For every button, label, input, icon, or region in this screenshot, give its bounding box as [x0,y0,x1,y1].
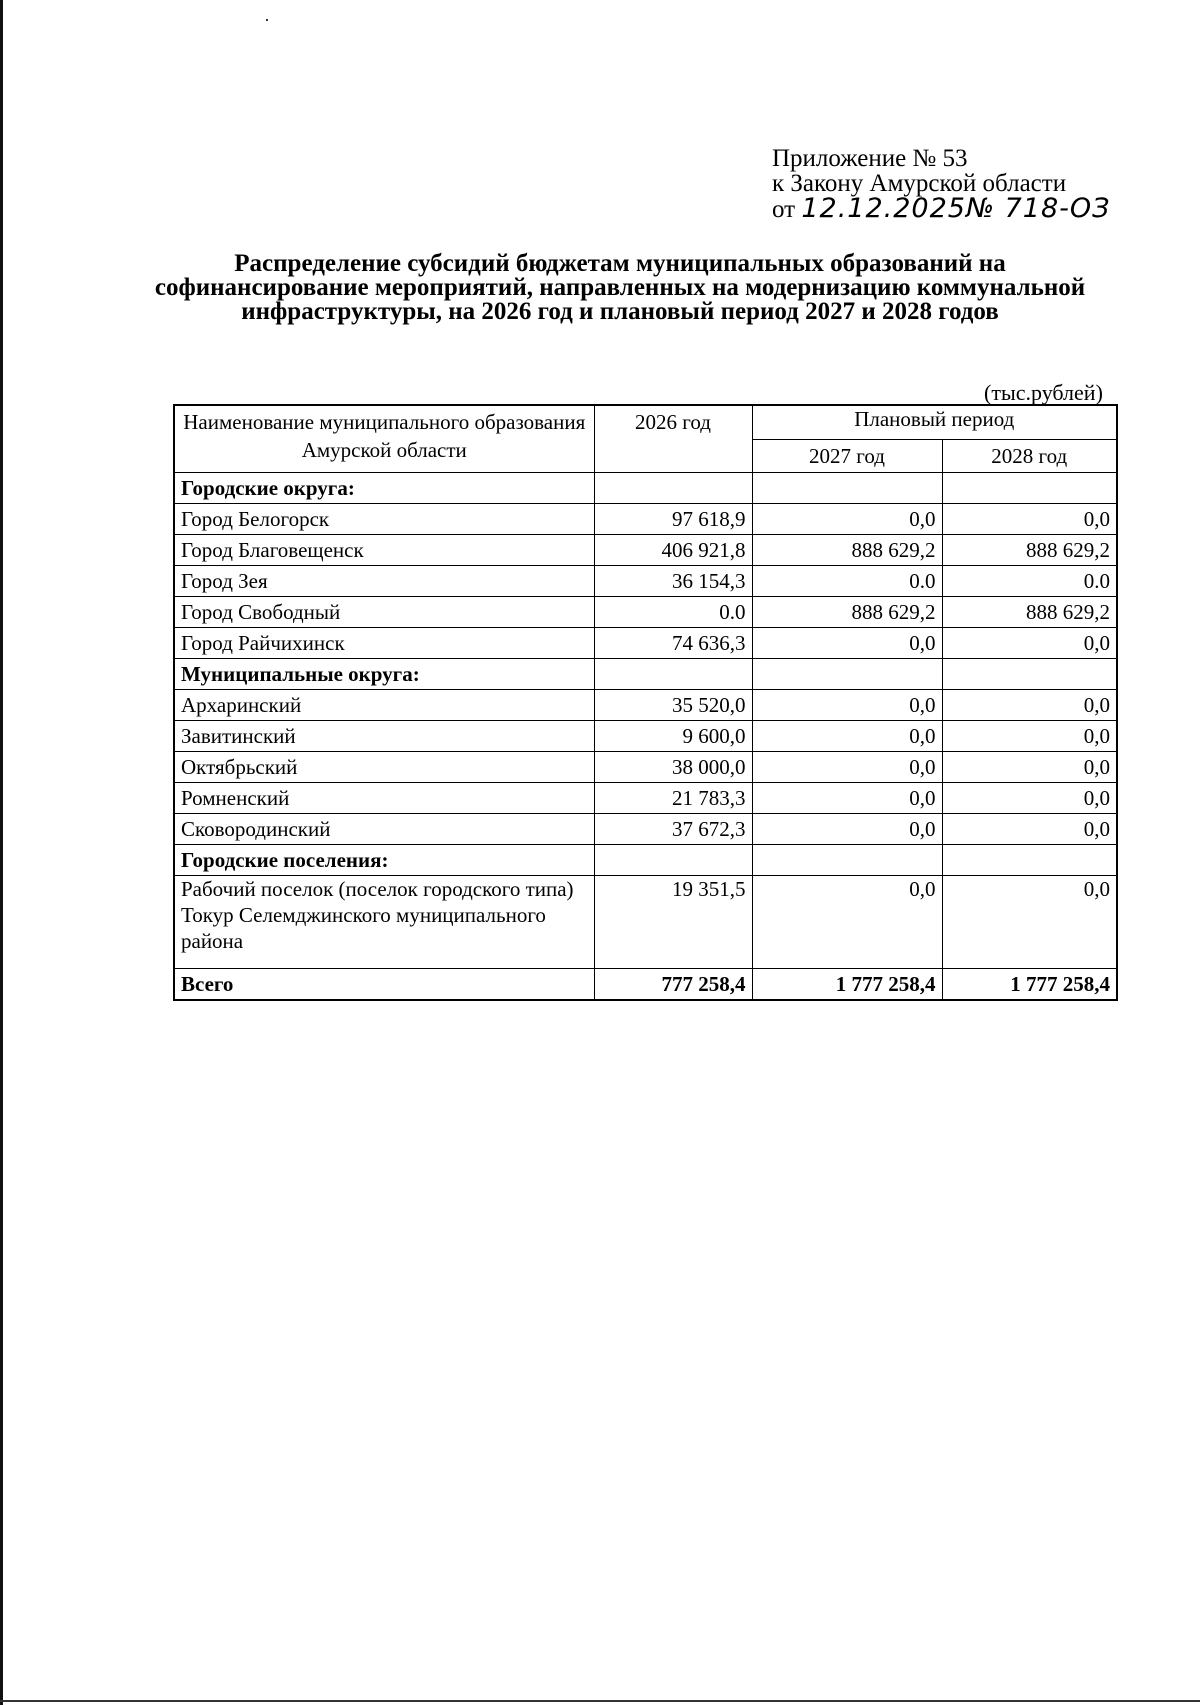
empty-cell [942,473,1117,504]
empty-cell [752,845,942,876]
table-row [174,783,1117,814]
total-2026: 777 258,4 [594,969,752,1001]
value-2027: 0,0 [752,814,942,845]
total-row [174,969,1117,1001]
municipality-name: Город Зея [174,566,594,597]
value-2026: 74 636,3 [594,628,752,659]
value-2028: 0,0 [942,752,1117,783]
group-row [174,473,1117,504]
total-2027: 1 777 258,4 [752,969,942,1001]
appendix-date-line [772,193,1111,224]
value-2026: 38 000,0 [594,752,752,783]
header-name: Наименование муниципального образования Амурской области [174,405,594,473]
empty-cell [594,473,752,504]
value-2027: 0,0 [752,721,942,752]
table-row [174,566,1117,597]
subsidy-table [173,404,1118,1001]
appendix-date-prefix: от [772,196,796,223]
group-label: Городские округа: [174,473,594,504]
value-2026: 19 351,5 [594,876,752,969]
table-row [174,597,1117,628]
header-2026: 2026 год [594,405,752,473]
value-2028: 0,0 [942,783,1117,814]
table-row [174,721,1117,752]
document-title: Распределение субсидий бюджетам муниципальных образований на софинансирование мероприятий, направленных на модернизацию коммунальной инфраструктуры, на 2026 год и плановый период 2027 и 2028 годов [154,250,1086,325]
value-2026: 36 154,3 [594,566,752,597]
municipality-name: Город Благовещенск [174,535,594,566]
value-2028: 888 629,2 [942,597,1117,628]
value-2026: 97 618,9 [594,504,752,535]
scan-speck [266,19,268,21]
group-label: Муниципальные округа: [174,659,594,690]
header-2028: 2028 год [942,439,1117,472]
handwritten-law-number: № 718-ОЗ [965,193,1111,224]
table-row [174,628,1117,659]
table-row [174,814,1117,845]
value-2026: 9 600,0 [594,721,752,752]
page-bottom-edge [0,1700,1200,1702]
header-2027: 2027 год [752,439,942,472]
table-row [174,504,1117,535]
empty-cell [752,473,942,504]
value-2027: 0.0 [752,566,942,597]
empty-cell [942,845,1117,876]
value-2027: 0,0 [752,504,942,535]
municipality-name: Октябрьский [174,752,594,783]
header-planned-period: Плановый период [752,405,1117,439]
municipality-name: Город Свободный [174,597,594,628]
group-row [174,659,1117,690]
group-label: Городские поселения: [174,845,594,876]
handwritten-date: 12.12.2025 [801,193,966,224]
value-2028: 0,0 [942,690,1117,721]
value-2026: 21 783,3 [594,783,752,814]
value-2027: 888 629,2 [752,535,942,566]
value-2027: 0,0 [752,628,942,659]
empty-cell [594,845,752,876]
municipality-name: Рабочий поселок (поселок городского типа) Токур Селемджинского муниципального района [174,876,594,969]
value-2028: 0,0 [942,721,1117,752]
value-2026: 0.0 [594,597,752,628]
value-2028: 0,0 [942,628,1117,659]
empty-cell [594,659,752,690]
appendix-law-reference: к Закону Амурской области [772,170,1067,197]
value-2027: 0,0 [752,752,942,783]
empty-cell [752,659,942,690]
empty-cell [942,659,1117,690]
appendix-block [772,146,1110,222]
page-left-edge [0,0,3,1705]
municipality-name: Ромненский [174,783,594,814]
value-2028: 888 629,2 [942,535,1117,566]
value-2027: 0,0 [752,690,942,721]
table-row [174,752,1117,783]
value-2028: 0,0 [942,504,1117,535]
value-2026: 37 672,3 [594,814,752,845]
value-2026: 35 520,0 [594,690,752,721]
table-row [174,535,1117,566]
municipality-name: Сковородинский [174,814,594,845]
municipality-name: Город Райчихинск [174,628,594,659]
value-2027: 0,0 [752,783,942,814]
units-label: (тыс.рублей) [984,380,1103,405]
table-row [174,690,1117,721]
municipality-name: Город Белогорск [174,504,594,535]
municipality-name: Архаринский [174,690,594,721]
value-2028: 0,0 [942,876,1117,969]
table-header-row [174,405,1117,439]
value-2028: 0,0 [942,814,1117,845]
value-2027: 0,0 [752,876,942,969]
value-2026: 406 921,8 [594,535,752,566]
value-2028: 0.0 [942,566,1117,597]
appendix-number: Приложение № 53 [772,145,968,172]
value-2027: 888 629,2 [752,597,942,628]
total-2028: 1 777 258,4 [942,969,1117,1001]
group-row [174,845,1117,876]
total-label: Всего [174,969,594,1001]
table-row [174,876,1117,969]
municipality-name: Завитинский [174,721,594,752]
